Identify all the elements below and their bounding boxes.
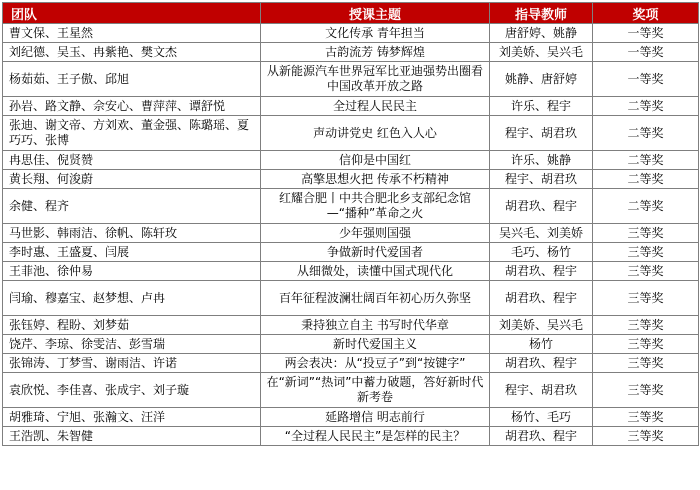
award-cell: 三等奖	[593, 316, 699, 335]
award-cell: 三等奖	[593, 408, 699, 427]
table-row	[3, 243, 699, 262]
team-cell: 张锦涛、丁梦雪、谢雨洁、许诺	[3, 354, 261, 373]
table-row	[3, 281, 699, 316]
team-cell: 马世影、韩雨洁、徐帆、陈轩玫	[3, 224, 261, 243]
teacher-cell: 程宇、胡君玖	[490, 170, 593, 189]
teacher-cell: 毛巧、杨竹	[490, 243, 593, 262]
theme-cell: 从新能源汽车世界冠军比亚迪强势出圈看中国改革开放之路	[261, 62, 490, 97]
award-cell: 二等奖	[593, 170, 699, 189]
award-cell: 一等奖	[593, 24, 699, 43]
table-row	[3, 97, 699, 116]
team-cell: 曹文保、王星然	[3, 24, 261, 43]
header-theme: 授课主题	[261, 3, 490, 24]
table-row	[3, 316, 699, 335]
team-cell: 李时惠、王盛夏、闫展	[3, 243, 261, 262]
award-cell: 三等奖	[593, 335, 699, 354]
table-row	[3, 151, 699, 170]
teacher-cell: 杨竹、毛巧	[490, 408, 593, 427]
award-cell: 二等奖	[593, 116, 699, 151]
teacher-cell: 吴兴毛、刘美娇	[490, 224, 593, 243]
theme-cell: 高擎思想火把 传承不朽精神	[261, 170, 490, 189]
teacher-cell: 唐舒婷、姚静	[490, 24, 593, 43]
table-row	[3, 24, 699, 43]
table-row	[3, 354, 699, 373]
theme-cell: 声动讲党史 红色入人心	[261, 116, 490, 151]
teacher-cell: 胡君玖、程宇	[490, 427, 593, 446]
award-cell: 二等奖	[593, 151, 699, 170]
award-cell: 三等奖	[593, 224, 699, 243]
award-cell: 一等奖	[593, 62, 699, 97]
theme-cell: 全过程人民民主	[261, 97, 490, 116]
table-row	[3, 427, 699, 446]
teacher-cell: 刘美娇、吴兴毛	[490, 43, 593, 62]
team-cell: 闫瑜、穆嘉宝、赵梦想、卢冉	[3, 281, 261, 316]
award-cell: 二等奖	[593, 189, 699, 224]
team-cell: 黄长翔、何浚蔚	[3, 170, 261, 189]
theme-cell: 两会表决：从“投豆子”到“按键字”	[261, 354, 490, 373]
award-cell: 三等奖	[593, 373, 699, 408]
theme-cell: 少年强则国强	[261, 224, 490, 243]
header-teacher: 指导教师	[490, 3, 593, 24]
teacher-cell: 胡君玖、程宇	[490, 354, 593, 373]
team-cell: 张迪、谢文帝、方刘欢、董金强、陈璐瑶、夏巧巧、张博	[3, 116, 261, 151]
theme-cell: 从细微处，读懂中国式现代化	[261, 262, 490, 281]
theme-cell: 新时代爱国主义	[261, 335, 490, 354]
award-cell: 二等奖	[593, 97, 699, 116]
theme-cell: “全过程人民民主”是怎样的民主？	[261, 427, 490, 446]
team-cell: 饶芹、李琼、徐雯洁、彭雪瑞	[3, 335, 261, 354]
table-row	[3, 262, 699, 281]
team-cell: 孙岩、路文静、佘安心、曹萍萍、谭舒悦	[3, 97, 261, 116]
team-cell: 张钰婷、程盼、刘梦茹	[3, 316, 261, 335]
table-row	[3, 189, 699, 224]
team-cell: 袁欣悦、李佳喜、张成宇、刘子璇	[3, 373, 261, 408]
header-award: 奖项	[593, 3, 699, 24]
table-row	[3, 62, 699, 97]
teacher-cell: 姚静、唐舒婷	[490, 62, 593, 97]
teacher-cell: 许乐、程宇	[490, 97, 593, 116]
team-cell: 王菲池、徐仲易	[3, 262, 261, 281]
teacher-cell: 许乐、姚静	[490, 151, 593, 170]
team-cell: 胡雅琦、宁旭、张瀚文、汪洋	[3, 408, 261, 427]
teacher-cell: 杨竹	[490, 335, 593, 354]
theme-cell: 秉持独立自主 书写时代华章	[261, 316, 490, 335]
theme-cell: 争做新时代爱国者	[261, 243, 490, 262]
table-row	[3, 116, 699, 151]
teacher-cell: 胡君玖、程宇	[490, 281, 593, 316]
award-cell: 三等奖	[593, 243, 699, 262]
table-header	[3, 3, 699, 24]
teacher-cell: 胡君玖、程宇	[490, 262, 593, 281]
theme-cell: 延路增信 明志前行	[261, 408, 490, 427]
theme-cell: 古韵流芳 铸梦辉煌	[261, 43, 490, 62]
award-cell: 三等奖	[593, 354, 699, 373]
award-cell: 三等奖	[593, 262, 699, 281]
theme-cell: 百年征程波澜壮阔百年初心历久弥坚	[261, 281, 490, 316]
theme-cell: 在“新词”“热词”中蓄力破题，答好新时代新考卷	[261, 373, 490, 408]
table-row	[3, 170, 699, 189]
table-row	[3, 373, 699, 408]
team-cell: 冉思佳、倪贤赞	[3, 151, 261, 170]
theme-cell: 文化传承 青年担当	[261, 24, 490, 43]
table-row	[3, 43, 699, 62]
team-cell: 王浩凯、朱智健	[3, 427, 261, 446]
team-cell: 杨茹茹、王子傲、邱旭	[3, 62, 261, 97]
team-cell: 刘纪德、吴玉、冉紫艳、樊文杰	[3, 43, 261, 62]
table-row	[3, 224, 699, 243]
table-row	[3, 408, 699, 427]
header-row	[3, 3, 699, 24]
teacher-cell: 刘美娇、吴兴毛	[490, 316, 593, 335]
teacher-cell: 程宇、胡君玖	[490, 116, 593, 151]
theme-cell: 信仰是中国红	[261, 151, 490, 170]
awards-table	[2, 2, 699, 446]
award-cell: 三等奖	[593, 281, 699, 316]
teacher-cell: 胡君玖、程宇	[490, 189, 593, 224]
table-row	[3, 335, 699, 354]
award-cell: 三等奖	[593, 427, 699, 446]
header-team: 团队	[3, 3, 261, 24]
team-cell: 余健、程齐	[3, 189, 261, 224]
award-cell: 一等奖	[593, 43, 699, 62]
table-body	[3, 24, 699, 446]
theme-cell: 红耀合肥丨中共合肥北乡支部纪念馆—“播种”革命之火	[261, 189, 490, 224]
teacher-cell: 程宇、胡君玖	[490, 373, 593, 408]
